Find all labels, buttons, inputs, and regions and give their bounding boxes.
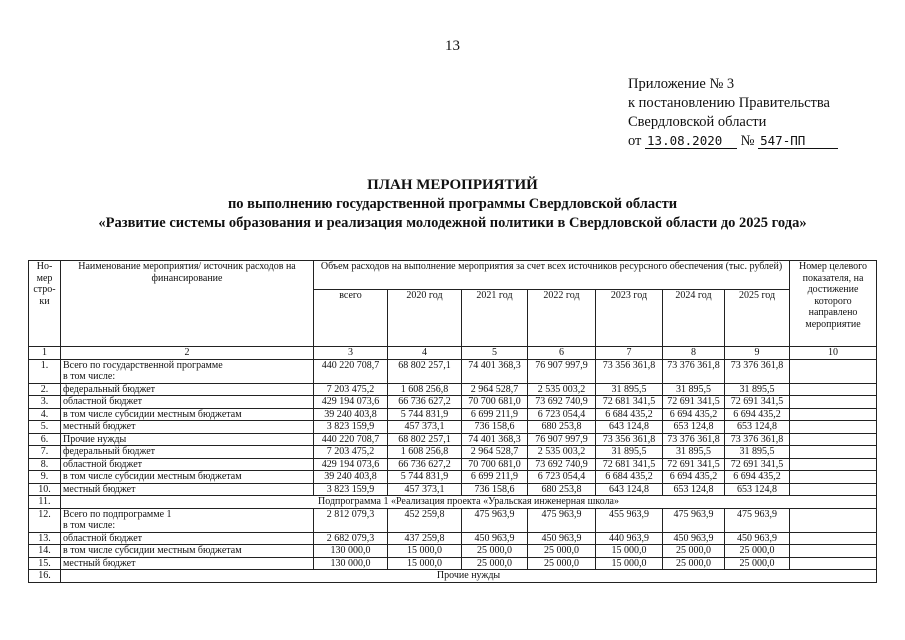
row-name-cell: [61, 471, 314, 484]
amount-cell: 680 253,8: [528, 421, 596, 434]
amount-cell: 457 373,1: [388, 421, 462, 434]
resolution-date: 13.08.2020: [645, 134, 737, 149]
title-line-2: по выполнению государственной программы Свердловской области: [227, 196, 678, 212]
amount-cell: 25 000,0: [528, 557, 596, 570]
header-year-2024: 2024 год: [663, 290, 725, 347]
amount-cell: 437 259,8: [388, 532, 462, 545]
header-year-2022: 2022 год: [528, 290, 596, 347]
header-year-2020: 2020 год: [388, 290, 462, 347]
amount-cell: 72 691 341,5: [663, 396, 725, 409]
amount-cell: 6 694 435,2: [725, 408, 790, 421]
row-name-cell: [61, 446, 314, 459]
amount-cell: 72 691 341,5: [725, 396, 790, 409]
amount-cell: 6 694 435,2: [725, 471, 790, 484]
row-name: местный бюджет: [63, 557, 136, 569]
amount-cell: 31 895,5: [663, 446, 725, 459]
amount-cell: 1 608 256,8: [388, 446, 462, 459]
amount-cell: 25 000,0: [462, 545, 528, 558]
amount-cell: 455 963,9: [596, 508, 663, 532]
amount-cell: 429 194 073,6: [314, 396, 388, 409]
amount-cell: 25 000,0: [663, 545, 725, 558]
row-name-cell: [61, 383, 314, 396]
header-year-total: всего: [314, 290, 388, 347]
row-name: областной бюджет: [63, 532, 143, 544]
amount-cell: 25 000,0: [725, 557, 790, 570]
amount-cell: 452 259,8: [388, 508, 462, 532]
row-number: 9.: [29, 471, 61, 484]
table-row: [29, 508, 877, 532]
amount-cell: 73 376 361,8: [725, 359, 790, 383]
amount-cell: 2 964 528,7: [462, 383, 528, 396]
page-number: 13: [445, 38, 460, 54]
row-name: в том числе субсидии местным бюджетам: [63, 471, 242, 482]
amount-cell: 475 963,9: [528, 508, 596, 532]
table-row: [29, 383, 877, 396]
column-index: 5: [462, 347, 528, 360]
row-name: местный бюджет: [63, 483, 136, 495]
amount-cell: 31 895,5: [725, 383, 790, 396]
amount-cell: 73 376 361,8: [663, 359, 725, 383]
row-name-cell: [61, 408, 314, 421]
column-index: 1: [29, 347, 61, 360]
amount-cell: 6 684 435,2: [596, 471, 663, 484]
subprogram-row: [29, 496, 877, 509]
amount-cell: 74 401 368,3: [462, 433, 528, 446]
title-line-3: «Развитие системы образования и реализация молодежной политики в Свердловской области до 2025 года»: [98, 215, 807, 231]
row-name: в том числе субсидии местным бюджетам: [63, 545, 242, 556]
table-row: [29, 421, 877, 434]
row-number: 11.: [29, 496, 61, 509]
row-name: областной бюджет: [63, 458, 143, 470]
amount-cell: 440 220 708,7: [314, 433, 388, 446]
row-number: 12.: [29, 508, 61, 532]
amount-cell: 130 000,0: [314, 545, 388, 558]
column-index: 4: [388, 347, 462, 360]
amount-cell: 450 963,9: [462, 532, 528, 545]
amount-cell: 25 000,0: [528, 545, 596, 558]
amount-cell: 440 220 708,7: [314, 359, 388, 383]
indicator-cell: [790, 483, 877, 496]
amount-cell: 3 823 159,9: [314, 421, 388, 434]
table-row: [29, 458, 877, 471]
appendix-date-line: [628, 132, 838, 151]
row-name-cell: [61, 396, 314, 409]
row-subtitle: в том числе:: [63, 371, 116, 382]
amount-cell: 2 535 003,2: [528, 446, 596, 459]
amount-cell: 68 802 257,1: [388, 359, 462, 383]
indicator-cell: [790, 408, 877, 421]
amount-cell: 653 124,8: [725, 483, 790, 496]
row-subtitle: в том числе:: [63, 520, 116, 531]
amount-cell: 475 963,9: [462, 508, 528, 532]
column-index: 7: [596, 347, 663, 360]
row-name-cell: [61, 359, 314, 383]
indicator-cell: [790, 458, 877, 471]
amount-cell: 2 535 003,2: [528, 383, 596, 396]
amount-cell: 450 963,9: [663, 532, 725, 545]
table-row: [29, 446, 877, 459]
row-name: местный бюджет: [63, 421, 136, 432]
row-name-cell: [61, 421, 314, 434]
table-row: [29, 483, 877, 496]
amount-cell: 72 691 341,5: [725, 458, 790, 471]
column-index: 2: [61, 347, 314, 360]
column-index: 10: [790, 347, 877, 360]
row-name-cell: [61, 508, 314, 532]
indicator-cell: [790, 359, 877, 383]
table-row: [29, 557, 877, 570]
amount-cell: 475 963,9: [663, 508, 725, 532]
row-number: 8.: [29, 458, 61, 471]
indicator-cell: [790, 545, 877, 558]
amount-cell: 130 000,0: [314, 557, 388, 570]
amount-cell: 39 240 403,8: [314, 471, 388, 484]
plan-table: [28, 260, 877, 583]
amount-cell: 76 907 997,9: [528, 433, 596, 446]
amount-cell: 5 744 831,9: [388, 408, 462, 421]
appendix-line-2: к постановлению Правительства: [628, 95, 830, 111]
resolution-number: 547-ПП: [758, 134, 838, 149]
appendix-line-1: Приложение № 3: [628, 76, 735, 92]
header-event-name: Наименование мероприятия/ источник расходов на финансирование: [61, 261, 314, 347]
header-volume: Объем расходов на выполнение мероприятия за счет всех источников ресурсного обеспечения (тыс. рублей): [314, 261, 790, 290]
header-indicator: Номер целевого показателя, на достижение которого направлено мероприятие: [790, 261, 877, 347]
table-row: [29, 532, 877, 545]
amount-cell: 76 907 997,9: [528, 359, 596, 383]
row-name-cell: [61, 557, 314, 570]
amount-cell: 15 000,0: [388, 545, 462, 558]
row-name-cell: [61, 545, 314, 558]
row-number: 2.: [29, 383, 61, 396]
amount-cell: 643 124,8: [596, 483, 663, 496]
appendix-block: [628, 75, 838, 151]
amount-cell: 2 682 079,3: [314, 532, 388, 545]
amount-cell: 68 802 257,1: [388, 433, 462, 446]
indicator-cell: [790, 421, 877, 434]
amount-cell: 70 700 681,0: [462, 396, 528, 409]
row-name-cell: [61, 483, 314, 496]
amount-cell: 25 000,0: [462, 557, 528, 570]
column-index: 3: [314, 347, 388, 360]
column-index: 8: [663, 347, 725, 360]
row-name-cell: [61, 433, 314, 446]
row-number: 3.: [29, 396, 61, 409]
amount-cell: 15 000,0: [388, 557, 462, 570]
amount-cell: 6 723 054,4: [528, 408, 596, 421]
amount-cell: 72 691 341,5: [663, 458, 725, 471]
row-number: 13.: [29, 532, 61, 545]
table-row: [29, 545, 877, 558]
subprogram-row-text: Подпрограмма 1 «Реализация проекта «Уральская инженерная школа»: [61, 496, 877, 509]
amount-cell: 31 895,5: [663, 383, 725, 396]
indicator-cell: [790, 396, 877, 409]
row-number: 6.: [29, 433, 61, 446]
header-year-2021: 2021 год: [462, 290, 528, 347]
table-row: [29, 471, 877, 484]
amount-cell: 643 124,8: [596, 421, 663, 434]
amount-cell: 6 694 435,2: [663, 471, 725, 484]
header-row-number: Но-мер стро-ки: [29, 261, 61, 347]
amount-cell: 39 240 403,8: [314, 408, 388, 421]
amount-cell: 6 694 435,2: [663, 408, 725, 421]
indicator-cell: [790, 433, 877, 446]
indicator-cell: [790, 383, 877, 396]
row-name-cell: [61, 458, 314, 471]
amount-cell: 74 401 368,3: [462, 359, 528, 383]
table-row: [29, 433, 877, 446]
amount-cell: 31 895,5: [725, 446, 790, 459]
table-row: [29, 396, 877, 409]
number-label: №: [740, 133, 755, 149]
row-number: 16.: [29, 570, 61, 583]
amount-cell: 653 124,8: [725, 421, 790, 434]
amount-cell: 450 963,9: [725, 532, 790, 545]
amount-cell: 6 699 211,9: [462, 408, 528, 421]
row-number: 15.: [29, 557, 61, 570]
row-number: 14.: [29, 545, 61, 558]
column-index: 6: [528, 347, 596, 360]
amount-cell: 72 681 341,5: [596, 458, 663, 471]
row-number: 10.: [29, 483, 61, 496]
amount-cell: 5 744 831,9: [388, 471, 462, 484]
amount-cell: 73 376 361,8: [663, 433, 725, 446]
amount-cell: 680 253,8: [528, 483, 596, 496]
row-name: Всего по подпрограмме 1: [63, 508, 172, 520]
row-name: областной бюджет: [63, 396, 143, 407]
amount-cell: 15 000,0: [596, 545, 663, 558]
table-row: [29, 408, 877, 421]
row-name-cell: [61, 532, 314, 545]
indicator-cell: [790, 446, 877, 459]
column-index: 9: [725, 347, 790, 360]
indicator-cell: [790, 508, 877, 532]
row-name: Всего по государственной программе: [63, 359, 223, 371]
amount-cell: 6 684 435,2: [596, 408, 663, 421]
amount-cell: 6 699 211,9: [462, 471, 528, 484]
amount-cell: 7 203 475,2: [314, 383, 388, 396]
amount-cell: 1 608 256,8: [388, 383, 462, 396]
amount-cell: 66 736 627,2: [388, 458, 462, 471]
row-name: федеральный бюджет: [63, 383, 156, 395]
amount-cell: 70 700 681,0: [462, 458, 528, 471]
amount-cell: 73 356 361,8: [596, 359, 663, 383]
table-row: [29, 359, 877, 383]
amount-cell: 475 963,9: [725, 508, 790, 532]
amount-cell: 457 373,1: [388, 483, 462, 496]
amount-cell: 73 356 361,8: [596, 433, 663, 446]
indicator-cell: [790, 557, 877, 570]
amount-cell: 3 823 159,9: [314, 483, 388, 496]
header-year-2025: 2025 год: [725, 290, 790, 347]
amount-cell: 31 895,5: [596, 446, 663, 459]
amount-cell: 2 812 079,3: [314, 508, 388, 532]
amount-cell: 440 963,9: [596, 532, 663, 545]
row-number: 4.: [29, 408, 61, 421]
row-number: 5.: [29, 421, 61, 434]
appendix-line-3: Свердловской области: [628, 114, 767, 130]
amount-cell: 66 736 627,2: [388, 396, 462, 409]
amount-cell: 15 000,0: [596, 557, 663, 570]
amount-cell: 6 723 054,4: [528, 471, 596, 484]
amount-cell: 450 963,9: [528, 532, 596, 545]
amount-cell: 736 158,6: [462, 483, 528, 496]
indicator-cell: [790, 532, 877, 545]
amount-cell: 653 124,8: [663, 421, 725, 434]
row-number: 7.: [29, 446, 61, 459]
other-needs-row-text: Прочие нужды: [61, 570, 877, 583]
amount-cell: 25 000,0: [663, 557, 725, 570]
amount-cell: 2 964 528,7: [462, 446, 528, 459]
title-line-1: ПЛАН МЕРОПРИЯТИЙ: [367, 177, 538, 193]
header-year-2023: 2023 год: [596, 290, 663, 347]
amount-cell: 429 194 073,6: [314, 458, 388, 471]
indicator-cell: [790, 471, 877, 484]
amount-cell: 7 203 475,2: [314, 446, 388, 459]
row-name: Прочие нужды: [63, 433, 127, 445]
amount-cell: 25 000,0: [725, 545, 790, 558]
from-label: от: [628, 133, 642, 149]
amount-cell: 72 681 341,5: [596, 396, 663, 409]
row-number: 1.: [29, 359, 61, 383]
amount-cell: 736 158,6: [462, 421, 528, 434]
amount-cell: 73 692 740,9: [528, 396, 596, 409]
amount-cell: 653 124,8: [663, 483, 725, 496]
amount-cell: 73 692 740,9: [528, 458, 596, 471]
amount-cell: 31 895,5: [596, 383, 663, 396]
row-name: в том числе субсидии местным бюджетам: [63, 408, 242, 420]
document-title: [0, 176, 905, 233]
other-needs-row: [29, 570, 877, 583]
row-name: федеральный бюджет: [63, 446, 156, 457]
amount-cell: 73 376 361,8: [725, 433, 790, 446]
column-index-row: [29, 347, 877, 360]
